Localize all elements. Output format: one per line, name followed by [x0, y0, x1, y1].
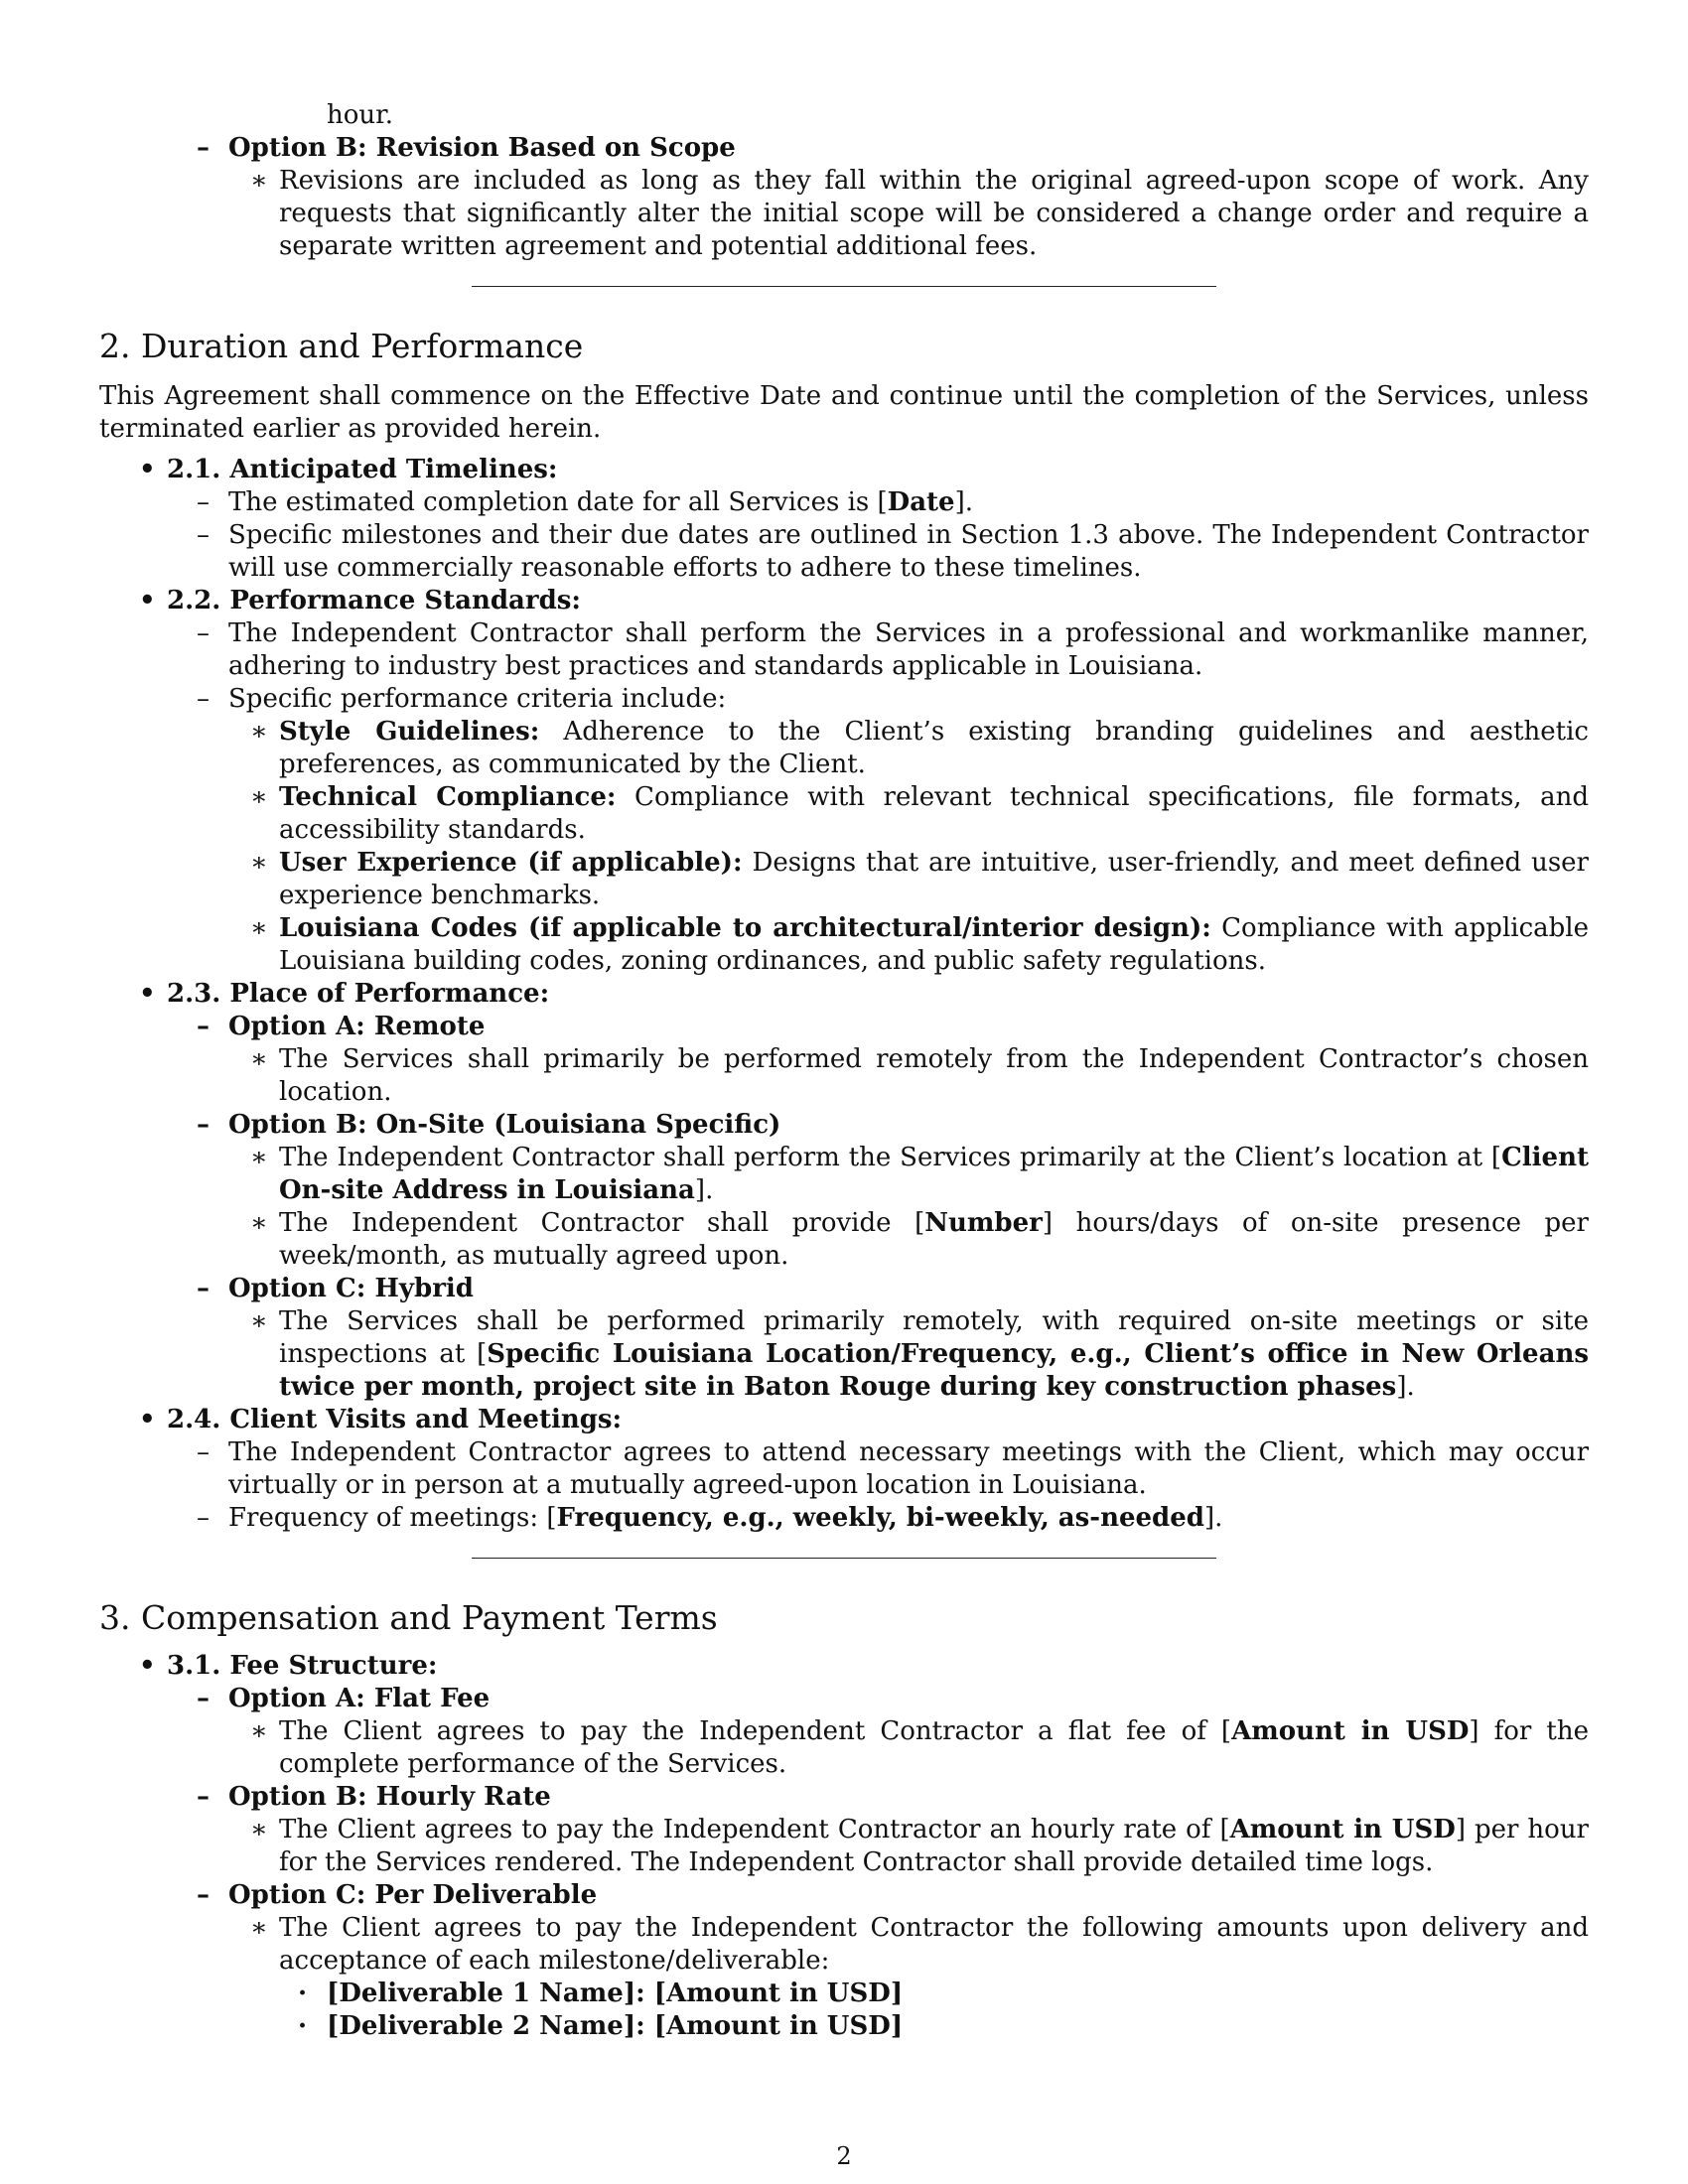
star-marker: ∗: [250, 913, 268, 943]
star-marker: ∗: [250, 1143, 268, 1172]
placeholder-field: Specific Louisiana Location/Frequency, e.g., Client’s office in New Orleans twice per month, project site in Baton Rouge during key construction phases: [279, 1339, 1589, 1402]
option-title: Option A: Flat Fee: [228, 1684, 491, 1713]
text-fragment: The Client agrees to pay the Independent Contractor an hourly rate of [: [279, 1815, 1230, 1844]
criterion-label: Technical Compliance:: [279, 782, 617, 812]
subsection-title: [99, 585, 1589, 617]
placeholder-field: Number: [924, 1208, 1043, 1238]
item-text: The Independent Contractor agrees to attend necessary meetings with the Client, which may occur virtually or in person at a mutually agreed-upon location in Louisiana.: [228, 1437, 1589, 1500]
list-item: [99, 1305, 1589, 1404]
star-marker: ∗: [250, 1716, 268, 1746]
dash-marker: –: [197, 1110, 210, 1140]
criterion-label: Louisiana Codes (if applicable to architectural/interior design):: [279, 913, 1211, 943]
title-text: 2.3. Place of Performance:: [167, 979, 550, 1009]
dash-marker: –: [197, 1012, 210, 1041]
bullet-marker: •: [139, 586, 156, 615]
dash-marker: –: [197, 684, 210, 714]
deliverable-amount: Amount in USD: [666, 2011, 891, 2041]
deliverable-item: · [Deliverable 2 Name]: [Amount in USD]: [298, 2011, 904, 2041]
list-item: [99, 1436, 1589, 1502]
option-title: Option C: Hybrid: [228, 1274, 474, 1303]
criterion-label: Style Guidelines:: [279, 717, 540, 747]
criterion-label: User Experience (if applicable):: [279, 848, 743, 878]
document-page: [99, 99, 1589, 2043]
bullet-marker: •: [139, 455, 156, 484]
list-item: [99, 847, 1589, 912]
option-title: Option B: Hourly Rate: [228, 1782, 551, 1812]
list-item: [99, 1912, 1589, 1978]
option-title: Option A: Remote: [228, 1012, 486, 1041]
star-marker: ∗: [250, 1306, 268, 1336]
deliverable-amount: Amount in USD: [666, 1979, 891, 2008]
subsection-title: [99, 454, 1589, 486]
star-marker: ∗: [250, 717, 268, 747]
list-item: [99, 486, 1589, 519]
dash-marker: –: [197, 487, 210, 517]
dash-marker: –: [197, 1880, 210, 1910]
item-text: The Client agrees to pay the Independent Contractor the following amounts upon delivery and acceptance of each milestone/deliverable:: [279, 1913, 1589, 1976]
list-item: [99, 1502, 1589, 1535]
list-item: [99, 1207, 1589, 1273]
list-item: [99, 99, 1589, 132]
dash-marker: –: [197, 1437, 210, 1467]
list-item: [99, 165, 1589, 263]
placeholder-field: Amount in USD: [1231, 1716, 1470, 1746]
section-intro: This Agreement shall commence on the Effective Date and continue until the completion of the Services, unless terminated earlier as provided herein.: [99, 381, 1589, 444]
placeholder-field: Client On-site Address in Louisiana: [279, 1143, 1589, 1205]
title-text: 3.1. Fee Structure:: [167, 1651, 438, 1681]
bullet-marker: •: [139, 979, 156, 1009]
option-heading: [99, 1879, 1589, 1912]
list-item: [99, 1043, 1589, 1109]
title-text: 2.4. Client Visits and Meetings:: [167, 1405, 623, 1434]
text-fragment: Frequency of meetings: [: [228, 1503, 557, 1533]
deliverable-item: · [Deliverable 1 Name]: [Amount in USD]: [298, 1979, 904, 2008]
star-marker: ∗: [250, 1913, 268, 1943]
title-text: 2.1. Anticipated Timelines:: [167, 455, 558, 484]
dot-marker: ·: [298, 1979, 308, 2008]
text-fragment: ] hours/days of on-site presence per week/month, as mutually agreed upon.: [279, 1208, 1589, 1271]
subsection-title: [99, 1404, 1589, 1436]
dash-marker: –: [197, 1782, 210, 1812]
star-marker: ∗: [250, 1044, 268, 1074]
item-text: Revisions are included as long as they fall within the original agreed-upon scope of work. Any requests that significantly alter the initial scope will be considered a change order and require a separate written agreement and potential additional fees.: [279, 166, 1589, 261]
list-item: [99, 1814, 1589, 1879]
dot-marker: ·: [298, 2011, 308, 2041]
item-text: Compliance with relevant technical specifications, file formats, and accessibility standards.: [279, 782, 1590, 845]
option-title: Option B: On-Site (Louisiana Specific): [228, 1110, 781, 1140]
item-text: The Services shall primarily be performed remotely from the Independent Contractor’s chosen location.: [279, 1044, 1589, 1107]
dash-marker: –: [197, 1503, 210, 1533]
item-text: Specific milestones and their due dates are outlined in Section 1.3 above. The Independent Contractor will use commercially reasonable efforts to adhere to these timelines.: [228, 520, 1589, 583]
list-item: [99, 781, 1589, 847]
section-heading-2: 2. Duration and Performance: [99, 327, 584, 365]
star-marker: ∗: [250, 166, 268, 196]
text-fragment: ] for the complete performance of the Services.: [279, 1716, 1589, 1779]
list-item: [99, 912, 1589, 978]
list-item: [99, 1715, 1589, 1781]
item-text: Specific performance criteria include:: [228, 684, 727, 714]
deliverable-name: Deliverable 2 Name: [339, 2011, 624, 2041]
text-fragment: hour.: [327, 100, 393, 130]
bullet-marker: •: [139, 1405, 156, 1434]
list-item: [99, 683, 1589, 716]
option-heading: [99, 1011, 1589, 1043]
title-text: 2.2. Performance Standards:: [167, 586, 582, 615]
deliverable-name: Deliverable 1 Name: [339, 1979, 624, 2008]
placeholder-field: Frequency, e.g., weekly, bi-weekly, as-needed: [556, 1503, 1204, 1533]
star-marker: ∗: [250, 1208, 268, 1238]
subsection-title: [99, 1650, 1589, 1683]
option-heading: [99, 1781, 1589, 1814]
dash-marker: –: [197, 520, 210, 550]
option-heading: [99, 132, 1589, 165]
text-fragment: The estimated completion date for all Services is [: [228, 487, 888, 517]
text-fragment: ].: [1396, 1372, 1415, 1402]
item-text: Compliance with applicable Louisiana building codes, zoning ordinances, and public safety regulations.: [279, 913, 1589, 976]
dash-marker: –: [197, 133, 210, 163]
section-heading-3: 3. Compensation and Payment Terms: [99, 1598, 718, 1637]
option-heading: [99, 1109, 1589, 1142]
list-item: [99, 716, 1589, 781]
option-title: Option B: Revision Based on Scope: [228, 133, 736, 163]
text-fragment: The Independent Contractor shall perform the Services primarily at the Client’s location at [: [279, 1143, 1502, 1172]
star-marker: ∗: [250, 782, 268, 812]
text-fragment: The Independent Contractor shall provide [: [279, 1208, 925, 1238]
dash-marker: –: [197, 1274, 210, 1303]
placeholder-field: Date: [887, 487, 955, 517]
placeholder-field: Amount in USD: [1229, 1815, 1456, 1844]
text-fragment: ].: [954, 487, 974, 517]
subsection-title: [99, 978, 1589, 1011]
option-heading: [99, 1683, 1589, 1715]
option-title: Option C: Per Deliverable: [228, 1880, 598, 1910]
item-text: The Independent Contractor shall perform the Services in a professional and workmanlike manner, adhering to industry best practices and standards applicable in Louisiana.: [228, 618, 1589, 681]
text-fragment: The Services shall be performed primarily remotely, with required on-site meetings or site inspections at [: [279, 1306, 1589, 1369]
bullet-marker: •: [139, 1651, 156, 1681]
page-number: 2: [836, 2142, 852, 2170]
text-fragment: ].: [1203, 1503, 1223, 1533]
text-fragment: The Client agrees to pay the Independent Contractor a flat fee of [: [279, 1716, 1232, 1746]
item-text: Designs that are intuitive, user-friendly, and meet defined user experience benchmarks.: [279, 848, 1589, 910]
text-fragment: ] per hour for the Services rendered. The Independent Contractor shall provide detailed time logs.: [279, 1815, 1589, 1877]
star-marker: ∗: [250, 848, 268, 878]
list-item: [99, 617, 1589, 683]
list-item: [99, 1142, 1589, 1207]
list-item: [99, 519, 1589, 585]
option-heading: [99, 1273, 1589, 1305]
text-fragment: ].: [694, 1175, 714, 1205]
dash-marker: –: [197, 618, 210, 648]
item-text: Adherence to the Client’s existing branding guidelines and aesthetic preferences, as communicated by the Client.: [279, 717, 1589, 779]
dash-marker: –: [197, 1684, 210, 1713]
star-marker: ∗: [250, 1815, 268, 1844]
